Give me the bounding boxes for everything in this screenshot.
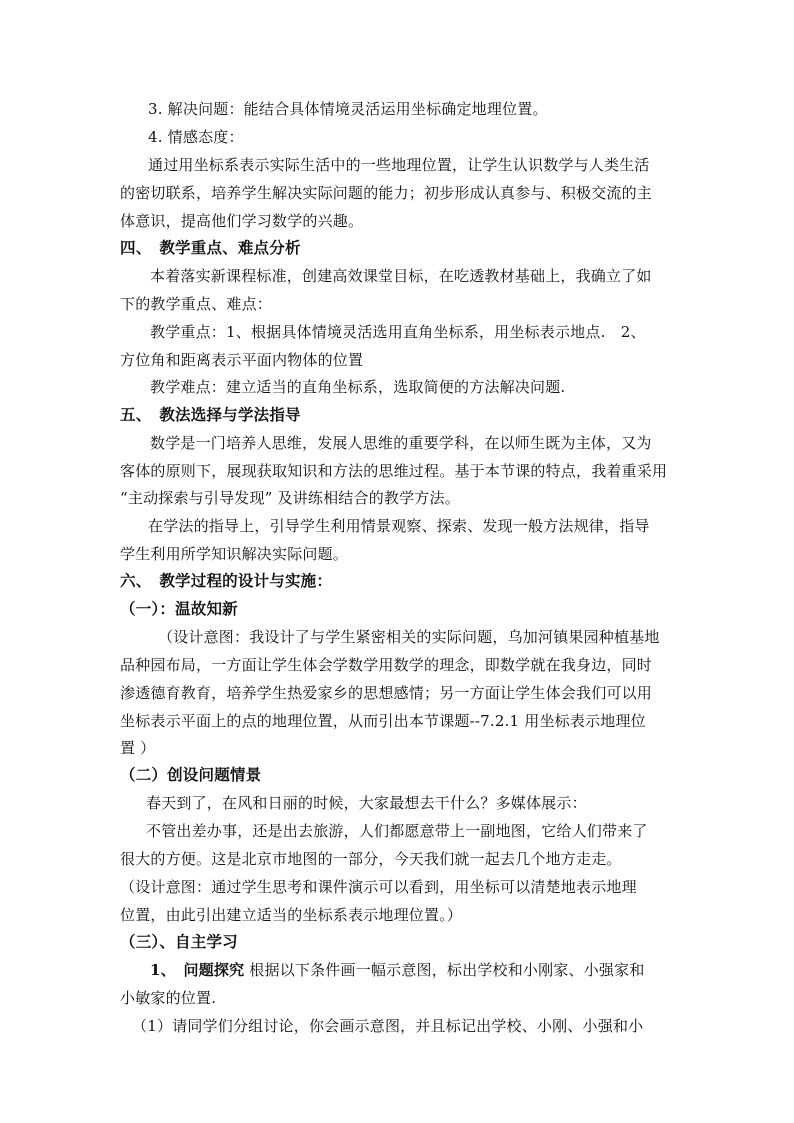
text-line: （1）请同学们分组讨论，你会画示意图，并且标记出学校、小刚、小强和小 bbox=[132, 1017, 644, 1035]
text-line: 通过用坐标系表示实际生活中的一些地理位置，让学生认识数学与人类生活 bbox=[148, 156, 650, 174]
text-line: （设计意图：通过学生思考和课件演示可以看到，用坐标可以清楚地表示地理 bbox=[120, 878, 637, 896]
subsection-heading: （二）创设问题情景 bbox=[120, 766, 262, 784]
subsection-heading: （一）：温故知新 bbox=[120, 600, 238, 618]
text-line: 本着落实新课程标准，创建高效课堂目标，在吃透教材基础上，我确立了如 bbox=[150, 267, 652, 285]
text-line: 体意识，提高他们学习数学的兴趣。 bbox=[120, 212, 364, 230]
text-line: 教学难点：建立适当的直角坐标系，选取简便的方法解决问题. bbox=[150, 378, 566, 396]
text-line: 在学法的指导上，引导学生利用情景观察、探索、发现一般方法规律，指导 bbox=[148, 517, 650, 535]
text-line: 3. 解决问题：能结合具体情境灵活运用坐标确定地理位置。 bbox=[148, 100, 548, 118]
text-line: 学生利用所学知识解决实际问题。 bbox=[120, 545, 349, 563]
text-line: 很大的方便。这是北京市地图的一部分，今天我们就一起去几个地方走走。 bbox=[120, 850, 622, 868]
text-line: 不管出差办事，还是出去旅游，人们都愿意带上一副地图，它给人们带来了 bbox=[146, 822, 648, 840]
text-line: 坐标表示平面上的点的地理位置，从而引出本节课题--7.2.1 用坐标表示地理位 bbox=[120, 712, 646, 730]
text-line: 的密切联系，培养学生解决实际问题的能力；初步形成认真参与、积极交流的主 bbox=[120, 184, 653, 202]
text-line: 客体的原则下，展现获取知识和方法的思维过程。基于本节课的特点，我着重采用 bbox=[120, 462, 668, 480]
text-line: 方位角和距离表示平面内物体的位置 bbox=[120, 351, 364, 369]
section-heading: 四、 教学重点、难点分析 bbox=[120, 239, 301, 257]
text-line: 春天到了，在风和日丽的时候，大家最想去干什么？多媒体展示： bbox=[146, 794, 587, 812]
text-line: “主动探索与引导发现” 及讲练相结合的教学方法。 bbox=[120, 489, 460, 507]
text-line bbox=[150, 960, 645, 980]
problem-text: 根据以下条件画一幅示意图，标出学校和小刚家、小强家和 bbox=[244, 961, 645, 979]
text-line: 位置，由此引出建立适当的坐标系表示地理位置。） bbox=[120, 906, 463, 924]
text-line: 品种园布局，一方面让学生体会学数学用数学的理念，即数学就在我身边，同时 bbox=[120, 656, 653, 674]
text-line: 小敏家的位置. bbox=[120, 989, 217, 1007]
text-line: 数学是一门培养人思维，发展人思维的重要学科，在以师生既为主体，又为 bbox=[150, 434, 652, 452]
text-line: 置 ） bbox=[120, 739, 156, 757]
section-heading: 六、 教学过程的设计与实施： bbox=[120, 572, 333, 590]
text-line: 教学重点：1、根据具体情境灵活选用直角坐标系，用坐标表示地点. 2、 bbox=[150, 323, 646, 341]
text-line: 下的教学重点、难点： bbox=[120, 295, 273, 313]
subsection-heading: （三）、自主学习 bbox=[120, 933, 238, 951]
text-line: 渗透德育教育，培养学生热爱家乡的思想感情；另一方面让学生体会我们可以用 bbox=[120, 684, 653, 702]
text-line: 4. 情感态度： bbox=[148, 128, 244, 146]
problem-label: 1、 问题探究 bbox=[150, 961, 245, 979]
section-heading: 五、 教法选择与学法指导 bbox=[120, 406, 301, 424]
text-line: （设计意图：我设计了与学生紧密相关的实际问题，乌加河镇果园种植基地 bbox=[158, 628, 660, 646]
